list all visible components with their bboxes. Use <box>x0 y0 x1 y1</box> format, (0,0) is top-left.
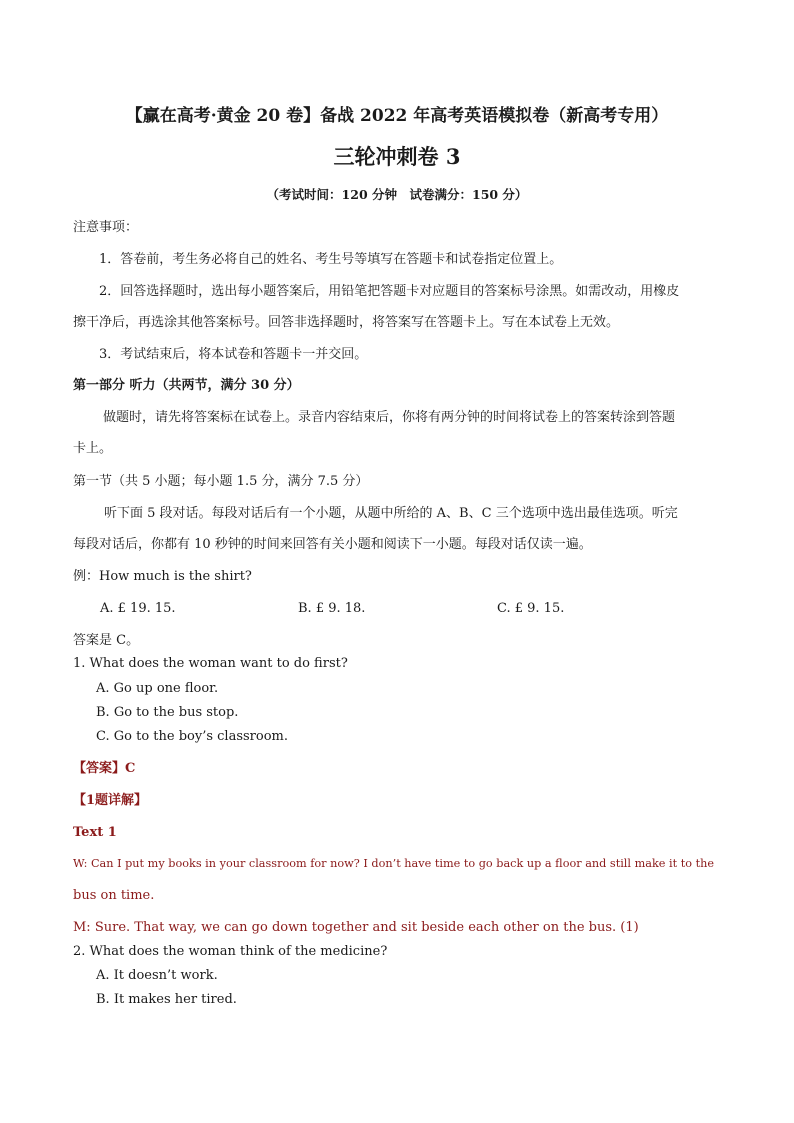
example-option-a: A. £ 19. 15. <box>100 601 176 616</box>
q1-text-label: Text 1 <box>73 825 117 840</box>
part1-heading: 第一部分 听力（共两节，满分 30 分） <box>73 378 300 393</box>
section1-intro-line-2: 每段对话后，你都有 10 秒钟的时间来回答有关小题和阅读下一小题。每段对话仅读一遍。 <box>73 537 592 552</box>
example-option-b: B. £ 9. 18. <box>298 601 366 616</box>
part1-intro-line-1: 做题时，请先将答案标在试卷上。录音内容结束后，你将有两分钟的时间将试卷上的答案转涂到答题 <box>103 410 676 425</box>
q1-transcript-w-line-2: bus on time. <box>73 888 155 903</box>
q1-option-c: C. Go to the boy’s classroom. <box>96 729 288 744</box>
note-item-1: 1．答卷前，考生务必将自己的姓名、考生号等填写在答题卡和试卷指定位置上。 <box>99 252 563 267</box>
q2-option-a: A. It doesn’t work. <box>96 968 218 983</box>
q1-transcript-w-line-1: W: Can I put my books in your classroom for now? I don’t have time to go back up a floor and still make it to the <box>73 857 714 870</box>
page-subtitle: 三轮冲刺卷 3 <box>333 144 461 169</box>
example-answer: 答案是 C。 <box>73 633 140 648</box>
q1-option-b: B. Go to the bus stop. <box>96 705 239 720</box>
q1-option-a: A. Go up one floor. <box>96 681 219 696</box>
note-item-3: 3．考试结束后，将本试卷和答题卡一并交回。 <box>99 347 368 362</box>
q1-detail-heading: 【1题详解】 <box>73 793 148 808</box>
note-item-2-line-2: 擦干净后，再选涂其他答案标号。回答非选择题时，将答案写在答题卡上。写在本试卷上无效。 <box>73 315 620 330</box>
q1-question: 1. What does the woman want to do first? <box>73 656 348 671</box>
part1-intro-line-2: 卡上。 <box>73 441 113 456</box>
section1-heading: 第一节（共 5 小题；每小题 1.5 分，满分 7.5 分） <box>73 474 369 489</box>
note-item-2-line-1: 2．回答选择题时，选出每小题答案后，用铅笔把答题卡对应题目的答案标号涂黑。如需改动，用橡皮 <box>99 284 680 299</box>
q1-answer: 【答案】C <box>73 761 136 776</box>
exam-info: （考试时间：120 分钟 试卷满分：150 分） <box>266 187 528 202</box>
q2-option-b: B. It makes her tired. <box>96 992 237 1007</box>
example-option-c: C. £ 9. 15. <box>497 601 565 616</box>
section1-intro-line-1: 听下面 5 段对话。每段对话后有一个小题，从题中所给的 A、B、C 三个选项中选出最佳选项。听完 <box>104 506 678 521</box>
notes-heading: 注意事项： <box>73 220 139 235</box>
q1-transcript-m-line: M: Sure. That way, we can go down together and sit beside each other on the bus. (1) <box>73 920 639 935</box>
q2-question: 2. What does the woman think of the medicine? <box>73 944 388 959</box>
page-title: 【赢在高考·黄金 20 卷】备战 2022 年高考英语模拟卷（新高考专用） <box>125 106 669 126</box>
example-question: 例：How much is the shirt? <box>73 569 252 584</box>
